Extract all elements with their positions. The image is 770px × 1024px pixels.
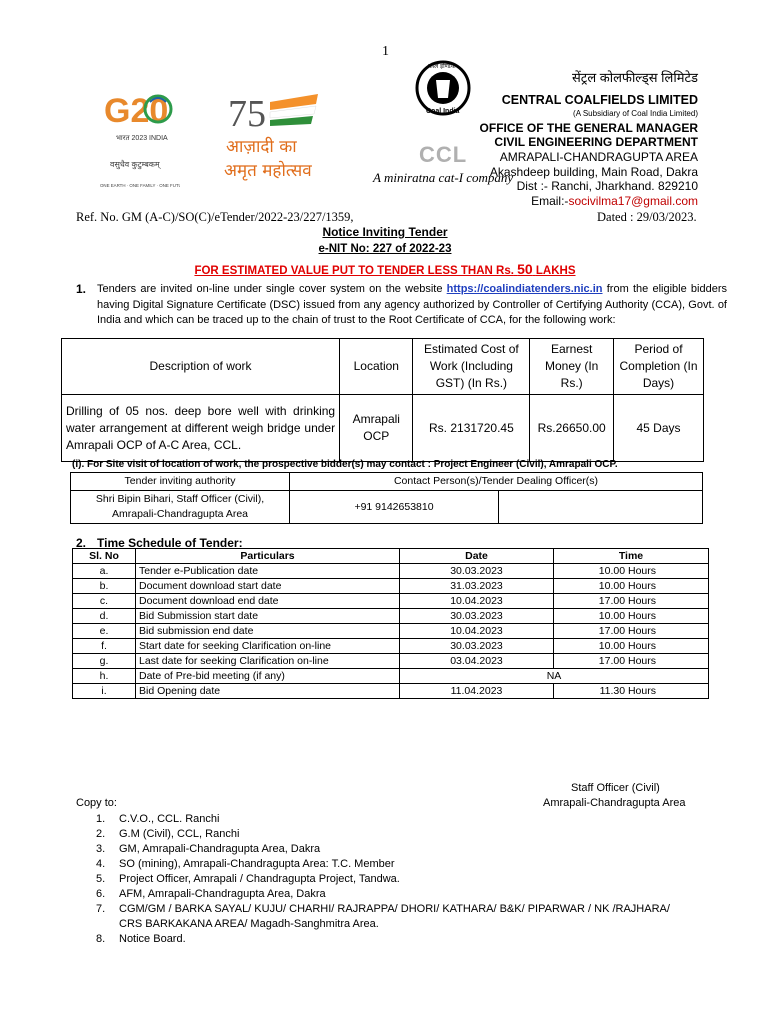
sched-time: 17.00 Hours (554, 654, 709, 669)
office-name (480, 121, 698, 149)
para-1-number: 1. (76, 282, 87, 296)
company-name-hindi: सेंट्रल कोलफील्ड्स लिमिटेड (571, 70, 698, 85)
copy-to-item-text: GM, Amrapali-Chandragupta Area, Dakra (119, 843, 321, 855)
sched-time: 10.00 Hours (554, 639, 709, 654)
estimated-value-heading (0, 261, 770, 277)
sched-time: 10.00 Hours (554, 564, 709, 579)
sched-date: 10.04.2023 (400, 624, 554, 639)
contact-empty-cell (499, 491, 703, 524)
schedule-row (73, 564, 709, 579)
header-description: Description of work (62, 339, 340, 395)
g20-logo-tag: ONE EARTH · ONE FAMILY · ONE FUTURE (100, 183, 180, 188)
miniratna-tagline: A miniratna cat-I company (373, 170, 514, 185)
copy-to-item (96, 857, 670, 872)
copy-to-item (96, 812, 670, 827)
work-earnest-money: Rs.26650.00 (530, 395, 614, 462)
work-location: Amrapali OCP (340, 395, 413, 462)
azadi-line1: आज़ादी का (226, 137, 297, 157)
schedule-row (73, 639, 709, 654)
estval-post: LAKHS (535, 265, 576, 277)
sched-slno: e. (73, 624, 136, 639)
schedule-row (73, 654, 709, 669)
contact-table (70, 472, 703, 524)
schedule-row (73, 669, 709, 684)
g20-logo-sub: भारत 2023 INDIA (116, 135, 168, 142)
copy-to-item-text: CGM/GM / BARKA SAYAL/ KUJU/ CHARHI/ RAJRAPPA/ DHORI/ KATHARA/ B&K/ PIPARWAR / NK /RAJHARA/ (119, 903, 670, 915)
schedule-title: Time Schedule of Tender: (97, 536, 243, 550)
work-table-header (62, 339, 704, 395)
sched-header-time: Time (554, 549, 709, 564)
copy-to-item-number: 5. (96, 873, 106, 885)
office-line-2: CIVIL ENGINEERING DEPARTMENT (494, 135, 698, 149)
schedule-table (72, 548, 709, 699)
copy-to-item-text: C.V.O., CCL. Ranchi (119, 813, 220, 825)
sched-time: 10.00 Hours (554, 579, 709, 594)
copy-to-item-number: 1. (96, 813, 106, 825)
copy-to-item (96, 887, 670, 902)
header-estimated-cost: Estimated Cost of Work (Including GST) (In Rs.) (413, 339, 530, 395)
azadi-75: 75 (228, 93, 266, 135)
copy-to-item-text: Notice Board. (119, 933, 186, 945)
email-label: Email:- (531, 193, 569, 208)
copy-to-item-text: CRS BARKAKANA AREA/ Magadh-Sanghmitra Area. (119, 918, 379, 930)
reference-number: Ref. No. GM (A-C)/SO(C)/eTender/2022-23/227/1359, (76, 210, 354, 224)
sched-date: 03.04.2023 (400, 654, 554, 669)
g20-logo-text: G20 (104, 92, 169, 130)
copy-to-item-number: 3. (96, 843, 106, 855)
tender-inviting-authority: Shri Bipin Bihari, Staff Officer (Civil), Amrapali-Chandragupta Area (71, 491, 290, 524)
estval-amount: 50 (517, 261, 533, 277)
schedule-number: 2. (76, 536, 87, 550)
contact-phone: +91 9142653810 (290, 491, 499, 524)
schedule-header (73, 549, 709, 564)
sched-slno: c. (73, 594, 136, 609)
work-estimated-cost: Rs. 2131720.45 (413, 395, 530, 462)
dated: Dated : 29/03/2023. (597, 210, 697, 224)
site-visit-note: (i). For Site visit of location of work, the prospective bidder(s) may contact : Project Engineer (Civil), Amrapali OCP. (72, 459, 618, 470)
header-period: Period of Completion (In Days) (614, 339, 704, 395)
sched-particulars: Document download end date (136, 594, 400, 609)
sched-slno: d. (73, 609, 136, 624)
copy-to-item-text: SO (mining), Amrapali-Chandragupta Area: T.C. Member (119, 858, 395, 870)
para-1 (97, 282, 727, 329)
copy-to-item-text: Project Officer, Amrapali / Chandragupta Project, Tandwa. (119, 873, 400, 885)
office-line-1: OFFICE OF THE GENERAL MANAGER (479, 121, 698, 135)
subsidiary-note: (A Subsidiary of Coal India Limited) (573, 109, 698, 118)
schedule-row (73, 594, 709, 609)
copy-to-item-text: AFM, Amrapali-Chandragupta Area, Dakra (119, 888, 326, 900)
azadi-line2: अमृत महोत्सव (224, 161, 312, 181)
sched-date: 30.03.2023 (400, 564, 554, 579)
sched-slno: g. (73, 654, 136, 669)
contact-header-authority: Tender inviting authority (71, 473, 290, 491)
sched-date: 10.04.2023 (400, 594, 554, 609)
ccl-seal-bottom: Coal India (426, 108, 460, 115)
sched-date: 30.03.2023 (400, 609, 554, 624)
email-line (490, 194, 698, 209)
work-period: 45 Days (614, 395, 704, 462)
azadi-ka-amrit-mahotsav-logo (218, 88, 328, 183)
copy-to-label: Copy to: (76, 797, 117, 809)
sched-date: 31.03.2023 (400, 579, 554, 594)
sched-header-slno: Sl. No (73, 549, 136, 564)
work-table (61, 338, 704, 462)
enit-number: e-NIT No: 227 of 2022-23 (318, 243, 452, 255)
sched-time: 11.30 Hours (554, 684, 709, 699)
copy-to-item-number: 4. (96, 858, 106, 870)
sched-header-particulars: Particulars (136, 549, 400, 564)
ccl-emblem-logo (414, 58, 472, 138)
coalindiatenders-link[interactable]: https://coalindiatenders.nic.in (446, 283, 603, 295)
copy-to-item-number: 2. (96, 828, 106, 840)
contact-header-person: Contact Person(s)/Tender Dealing Officer(s) (290, 473, 703, 491)
copy-to-item-number (96, 917, 119, 932)
sched-date: 11.04.2023 (400, 684, 554, 699)
copy-to-item-text: G.M (Civil), CCL, Ranchi (119, 828, 240, 840)
sched-slno: i. (73, 684, 136, 699)
notice-title: Notice Inviting Tender (322, 225, 448, 239)
header-location: Location (340, 339, 413, 395)
para-1-text-a: Tenders are invited on-line under single cover system on the website (97, 283, 447, 295)
copy-to-list (96, 812, 670, 947)
para-1-text-b: from the eligible bidders having Digital Signature Certificate (DSC) issued from any agency authorized by Controller of Certifying Authority (CCA), Govt. of India and which can be traced up to the chain of trust to the Root Certificate of CCA, for the following work: (97, 283, 727, 326)
sched-particulars: Tender e-Publication date (136, 564, 400, 579)
sched-header-date: Date (400, 549, 554, 564)
sched-particulars: Bid Submission start date (136, 609, 400, 624)
address-line-2: Akashdeep building, Main Road, Dakra (489, 164, 698, 179)
copy-to-item-number: 8. (96, 933, 106, 945)
signature-area: Amrapali-Chandragupta Area (543, 797, 686, 809)
sched-date: NA (400, 669, 709, 684)
sched-particulars: Last date for seeking Clarification on-line (136, 654, 400, 669)
page-number: 1 (382, 44, 389, 59)
schedule-row (73, 609, 709, 624)
copy-to-item (96, 902, 670, 917)
sched-particulars: Date of Pre-bid meeting (if any) (136, 669, 400, 684)
sched-time: 10.00 Hours (554, 609, 709, 624)
sched-date: 30.03.2023 (400, 639, 554, 654)
sched-particulars: Bid submission end date (136, 624, 400, 639)
sched-particulars: Bid Opening date (136, 684, 400, 699)
sched-slno: a. (73, 564, 136, 579)
copy-to-item (96, 917, 670, 932)
office-address (490, 150, 698, 208)
work-description: Drilling of 05 nos. deep bore well with drinking water arrangement at different weigh bridge under Amrapali OCP of A-C Area, CCL. (62, 395, 340, 462)
signature-designation: Staff Officer (Civil) (571, 782, 660, 794)
sched-particulars: Start date for seeking Clarification on-line (136, 639, 400, 654)
copy-to-item-number: 6. (96, 888, 106, 900)
ccl-seal-top: कोल इण्डिया (428, 63, 456, 70)
copy-to-item (96, 932, 670, 947)
sched-slno: h. (73, 669, 136, 684)
header-earnest-money: Earnest Money (In Rs.) (530, 339, 614, 395)
estval-pre: FOR ESTIMATED VALUE PUT TO TENDER LESS THAN Rs. (194, 265, 514, 277)
sched-slno: b. (73, 579, 136, 594)
address-line-1: AMRAPALI-CHANDRAGUPTA AREA (499, 150, 698, 164)
copy-to-item (96, 872, 670, 887)
sched-time: 17.00 Hours (554, 594, 709, 609)
copy-to-item (96, 827, 670, 842)
sched-slno: f. (73, 639, 136, 654)
work-table-row (62, 395, 704, 462)
ccl-wordmark: CCL (419, 142, 468, 167)
g20-logo (100, 82, 180, 192)
g20-logo-motto: वसुधैव कुटुम्बकम् (110, 160, 160, 169)
sched-time: 17.00 Hours (554, 624, 709, 639)
schedule-row (73, 684, 709, 699)
schedule-row (73, 579, 709, 594)
email-link[interactable]: socivilma17@gmail.com (568, 193, 698, 208)
sched-particulars: Document download start date (136, 579, 400, 594)
address-line-3: Dist :- Ranchi, Jharkhand. 829210 (516, 179, 698, 193)
copy-to-item-number: 7. (96, 903, 106, 915)
schedule-row (73, 624, 709, 639)
company-name: CENTRAL COALFIELDS LIMITED (501, 93, 698, 107)
copy-to-item (96, 842, 670, 857)
